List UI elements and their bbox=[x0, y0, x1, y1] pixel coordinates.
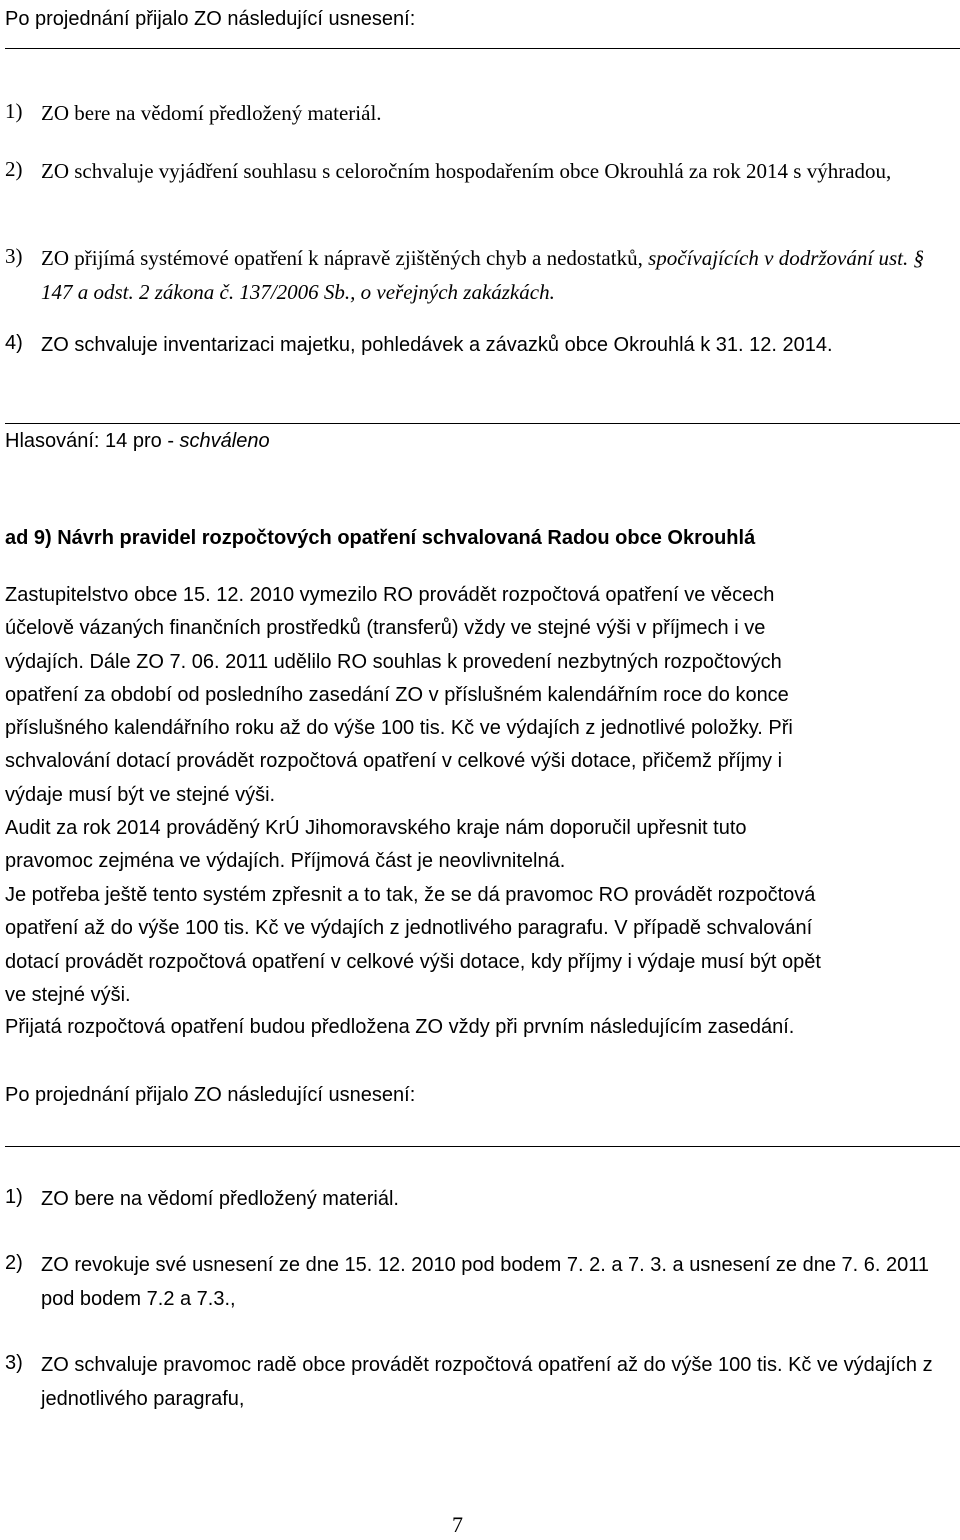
list-text: ZO revokuje své usnesení ze dne 15. 12. 2010 pod bodem 7. 2. a 7. 3. a usnesení ze dne 7. 6. 2011 pod bodem 7.2 a 7.3., bbox=[41, 1254, 930, 1310]
list-item bbox=[5, 328, 940, 362]
list-item bbox=[5, 96, 940, 130]
list-number: 3) bbox=[5, 1352, 23, 1374]
list-text: ZO schvaluje pravomoc radě obce provádět rozpočtová opatření až do výše 100 tis. Kč ve výdajích z jednotlivého paragrafu, bbox=[41, 1354, 933, 1410]
list-text: ZO schvaluje vyjádření souhlasu s celoročním hospodařením obce Okrouhlá za rok 2014 s výhradou, bbox=[41, 159, 892, 183]
list-number: 1) bbox=[5, 1186, 23, 1208]
paragraph: Přijatá rozpočtová opatření budou předložena ZO vždy při prvním následujícím zasedání. bbox=[5, 1016, 795, 1038]
list-text: ZO schvaluje inventarizaci majetku, pohledávek a závazků obce Okrouhlá k 31. 12. 2014. bbox=[41, 334, 833, 356]
page-number: 7 bbox=[452, 1512, 463, 1537]
section-sign: § bbox=[913, 246, 924, 270]
list-number: 4) bbox=[5, 332, 23, 354]
list-number: 1) bbox=[5, 99, 23, 123]
list-number: 2) bbox=[5, 157, 23, 181]
list-item bbox=[5, 1182, 940, 1216]
horizontal-rule bbox=[5, 1146, 960, 1147]
list-text: ZO bere na vědomí předložený materiál. bbox=[41, 101, 382, 125]
paragraph: Je potřeba ještě tento systém zpřesnit a to tak, že se dá pravomoc RO provádět rozpočtová opatření až do výše 100 tis. Kč ve výdajích z jednotlivého paragrafu. V případě schvalování dotací provádět rozpočtová opatření v celkové výši dotace, kdy příjmy i výdaje musí být opět ve stejné výši. bbox=[5, 884, 821, 1006]
list-text: ZO přijímá systémové opatření k nápravě zjištěných chyb a nedostatků, spočívajících v dodržování ust. § 147 a odst. 2 zákona č. 137/2006 Sb., o veřejných zakázkách. bbox=[41, 246, 924, 304]
paragraph: Audit za rok 2014 prováděný KrÚ Jihomoravského kraje nám doporučil upřesnit tuto pravomoc zejména ve výdajích. Příjmová část je neovlivnitelná. bbox=[5, 817, 747, 873]
resolution-intro: Po projednání přijalo ZO následující usnesení: bbox=[5, 1084, 416, 1106]
list-number: 3) bbox=[5, 244, 23, 268]
vote-line: Hlasování: 14 pro - schváleno bbox=[5, 430, 270, 452]
vote-result: schváleno bbox=[179, 430, 270, 452]
resolution-intro: Po projednání přijalo ZO následující usnesení: bbox=[5, 8, 416, 30]
list-item bbox=[5, 241, 940, 309]
horizontal-rule bbox=[5, 423, 960, 424]
list-item bbox=[5, 154, 940, 188]
list-item bbox=[5, 1248, 940, 1316]
list-number: 2) bbox=[5, 1252, 23, 1274]
list-text: ZO bere na vědomí předložený materiál. bbox=[41, 1188, 399, 1210]
paragraph: Zastupitelstvo obce 15. 12. 2010 vymezilo RO provádět rozpočtová opatření ve věcech účelově vázaných finančních prostředků (transferů) vždy ve stejné výši v příjmech i ve výdajích. Dále ZO 7. 06. 2011 udělilo RO souhlas k provedení nezbytných rozpočtových opatření za období od posledního zasedání ZO v příslušném kalendářním roce do konce příslušného kalendářního roku až do výše 100 tis. Kč ve výdajích z jednotlivé položky. Při schvalování dotací provádět rozpočtová opatření v celkové výši dotace, přičemž příjmy i výdaje musí být ve stejné výši. bbox=[5, 584, 793, 806]
list-item bbox=[5, 1348, 940, 1416]
section-heading: ad 9) Návrh pravidel rozpočtových opatření schvalovaná Radou obce Okrouhlá bbox=[5, 527, 756, 549]
horizontal-rule bbox=[5, 48, 960, 49]
